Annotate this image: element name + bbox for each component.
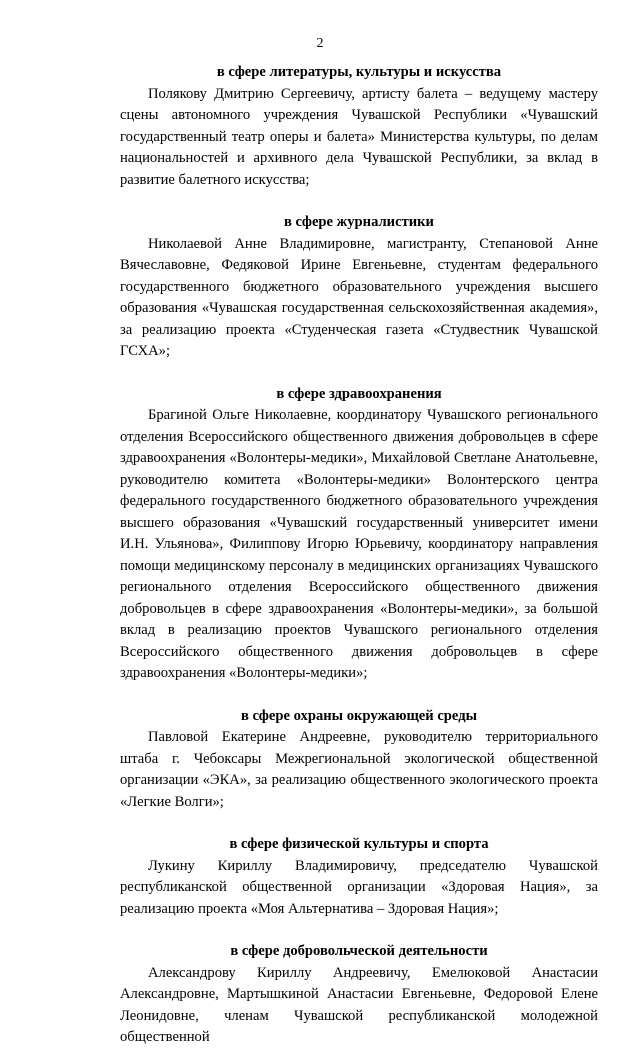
- page-number: 2: [316, 36, 324, 51]
- paragraph-journalism: Николаевой Анне Владимировне, магистранту, Степановой Анне Вячеславовне, Федяковой Ирине Евгеньевне, студентам федерального государственного бюджетного образовательного учреждения высшего образования «Чувашская государственная сельскохозяйственная академия», за реализацию проекта «Студенческая газета «Студвестник Чувашской ГСХА»;: [120, 235, 598, 359]
- section-heading-journalism: в сфере журналистики: [284, 214, 434, 230]
- paragraph-healthcare: Брагиной Ольге Николаевне, координатору Чувашского регионального отделения Всероссийского общественного движения добровольцев в сфере здравоохранения «Волонтеры-медики», Михайловой Светлане Анатольевне, руководителю комитета «Волонтеры-медики» Волонтерского центра федерального государственного бюджетного образовательного учреждения высшего образования «Чувашский государственный университет имени И.Н. Ульянова», Филиппову Игорю Юрьевичу, координатору направления помощи медицинскому персоналу в медицинских организациях Чувашского регионального отделения Всероссийского общественного движения добровольцев в сфере здравоохранения «Волонтеры-медики», за большой вклад в реализацию проектов Чувашского регионального отделения Всероссийского общественного движения добровольцев в сфере здравоохранения «Волонтеры-медики»;: [120, 407, 598, 681]
- section-gap: [120, 920, 598, 941]
- section-gap: [120, 363, 598, 384]
- section-heading-healthcare: в сфере здравоохранения: [276, 385, 442, 402]
- paragraph-environment: Павловой Екатерине Андреевне, руководителю территориального штаба г. Чебоксары Межрегиональной экологической общественной организации «ЭКА», за реализацию общественного экологического проекта «Легкие Волги»;: [120, 729, 598, 810]
- section-heading-volunteering: в сфере добровольческой деятельности: [230, 943, 488, 959]
- paragraph-culture: Полякову Дмитрию Сергеевичу, артисту балета – ведущему мастеру сцены автономного учреждения Чувашской Республики «Чувашский государственный театр оперы и балета» Министерства культуры, по делам национальностей и архивного дела Чувашской Республики, за вклад в развитие балетного искусства;: [120, 85, 598, 188]
- section-heading-sport: в сфере физической культуры и спорта: [229, 836, 489, 852]
- paragraph-sport: Лукину Кириллу Владимировичу, председателю Чувашской республиканской общественной организации «Здоровая Нация», за реализацию проекта «Моя Альтернатива – Здоровая Нация»;: [120, 857, 598, 917]
- section-gap: [120, 191, 598, 212]
- section-heading-culture: в сфере литературы, культуры и искусства: [216, 64, 502, 80]
- paragraph-volunteering: Александрову Кириллу Андреевичу, Емелюковой Анастасии Александровне, Мартышкиной Анастасии Евгеньевне, Федоровой Елене Леонидовне, членам Чувашской республиканской молодежной общественной: [120, 964, 598, 1045]
- section-gap: [120, 685, 598, 706]
- section-gap: [120, 813, 598, 834]
- document-body: [120, 62, 598, 1049]
- section-heading-environment: в сфере охраны окружающей среды: [240, 707, 477, 724]
